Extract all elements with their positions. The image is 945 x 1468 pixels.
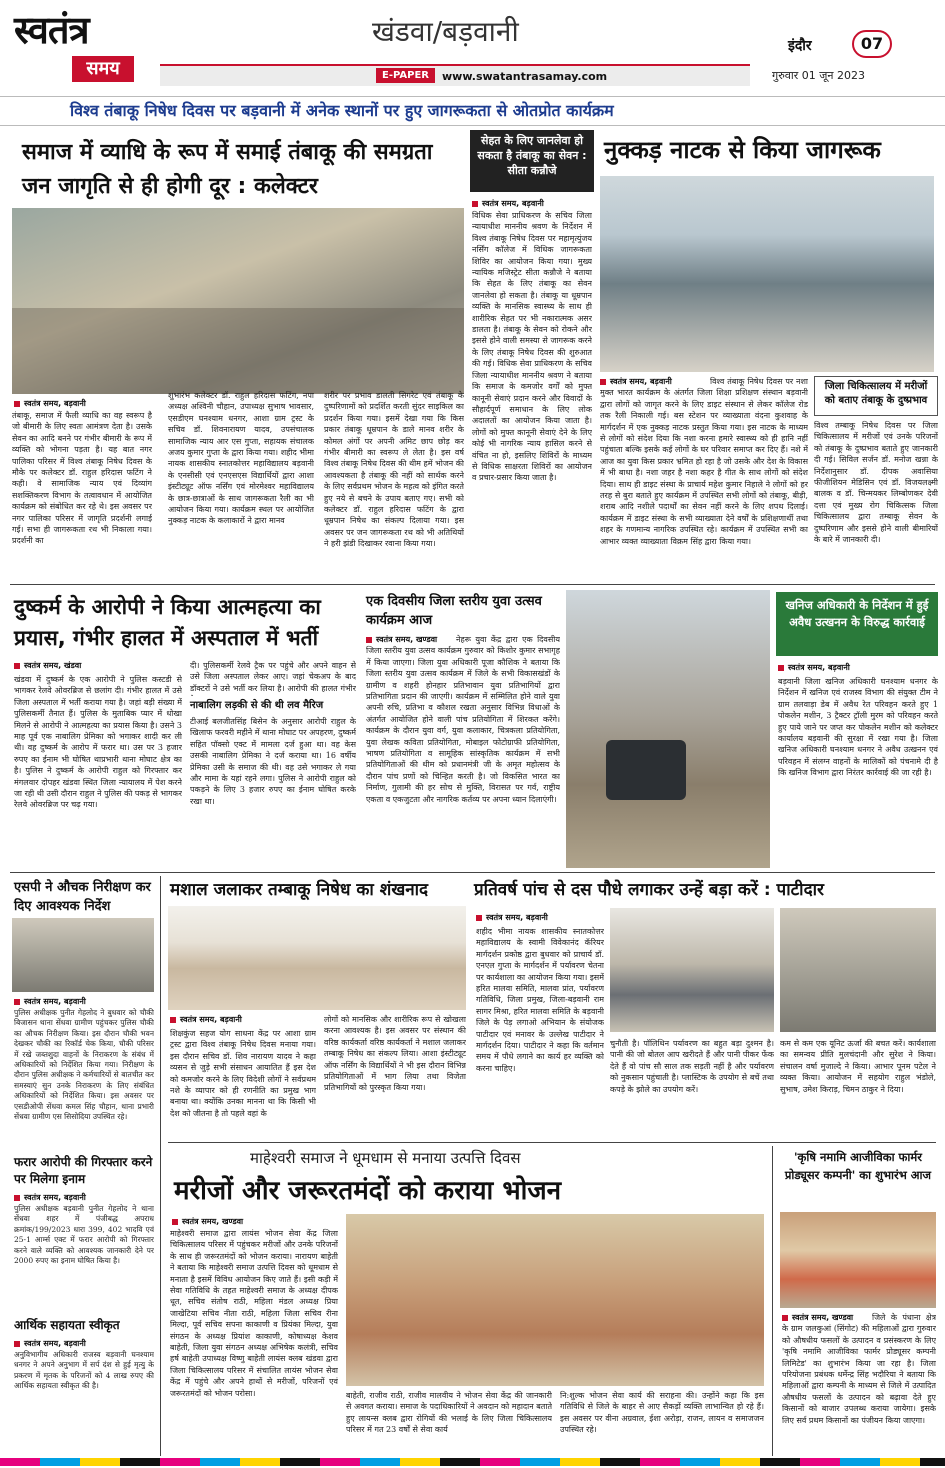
story7-headline: खनिज अधिकारी के निर्देशन में हुई अवैध उत्खनन के विरुद्ध कार्रवाई — [785, 598, 929, 629]
story5-byline-text: स्वतंत्र समय, खंडवा — [24, 661, 82, 670]
story10-headline: आर्थिक सहायता स्वीकृत — [14, 1318, 120, 1332]
story8-byline — [14, 996, 86, 1007]
story2-byline — [472, 198, 544, 209]
story5-col1: खंडवा में दुष्कर्म के एक आरोपी ने पुलिस कस्टडी से भागकर रेलवे ओवरब्रिज से छलांग दी। गंभीर हालत में उसे जिला अस्पताल में भर्ती कराया गया है। जहां बड़ी संख्या में पुलिसकर्मी तैनात हैं। पुलिस के मुताबिक प्यार में धोखा मिलने से आरोपी ने आत्महत्या का प्रयास किया है। उसने 3 माह पूर्व एक नाबालिग प्रेमिका को भगाकर शादी कर ली थी। वह दुष्कर्म के आरोप में फरार था। उस पर 3 हजार रुपए का ईनाम भी घोषित थाप्रभारी थाना मोघाट क्षेत्र का है। पुलिस ने दुष्कर्म के आरोपी राहुल को गिरफ्तार कर मंगलवार दोपहर खंडवा स्थित जिला न्यायालय में पेश करने जा रही थी उसी दौरान राहुल ने पुलिस की पकड़ से भागकर रेलवे ओवरब्रिज पर चढ़ गया। — [14, 675, 182, 810]
story11-byline-text: स्वतंत्र समय, बड़वानी — [180, 1015, 242, 1024]
epaper-strip — [160, 64, 750, 86]
masthead — [0, 0, 945, 92]
story13-col3: नि:शुल्क भोजन सेवा कार्य की सराहना की। उन्होंने कहा कि इस गतिविधि से जिले के बाहर से आए सैकड़ों व्यक्ति लाभान्वित हो रहे हैं। इस अवसर पर वीना अग्रवाल, ईशा अरोड़ा, राजन, लायन व समाजजन उपस्थित रहे। — [560, 1391, 764, 1435]
story3-body: विश्व तंबाकू निषेध दिवस पर नशा मुक्त भारत कार्यक्रम के अंतर्गत जिला शिक्षा प्रशिक्षण संस्थान बड़वानी द्वारा लोगों को जागृत करने के लिए डाइट संस्थान से लेकर कॉलेज रोड तक रैली निकाली गई। बस स्टेशन पर व्याख्याता वंदना कुशवाह के मार्गदर्शन में एक नुक्कड़ नाटक प्रस्तुत किया गया। इस नाटक के माध्यम से लोगों को संदेश दिया कि नशा करना हमारे स्वास्थ्य को ही हानि नहीं पहुंचाता बल्कि इसके कई लोगों के घर परिवार समाप्त कर दिए हैं। नशे में आज का युवा किस प्रकार भ्रमित हो रहा है जो उसके और देश के विकास में भी बाधा है। नशा जहर है नशा कहर है गीत के साथ लोगों को संदेश दिया। साथ ही डाइट संस्था के प्राचार्य महेश कुमार निहाले ने लोगों को हर तरह से बुरा बताते हुए कार्यक्रम में उपस्थित सभी लोगों को तंबाकू, बीड़ी, शराब आदि नशीले पदार्थों का सेवन नहीं करने के लिए शपथ दिलाई। कार्यक्रम में डाइट संस्था के सभी व्याख्याता देने वर्षों के प्रशिक्षणार्थी तथा शहर के गणमान्य नागरिक उपस्थित रहे। कार्यक्रम में उपस्थित सभी का आभार व्यक्त व्याख्याता विक्रम सिंह द्वारा किया गया। — [600, 377, 808, 546]
story1-byline-text: स्वतंत्र समय, बड़वानी — [24, 399, 86, 408]
story13-byline-text: स्वतंत्र समय, खण्डवा — [182, 1217, 244, 1226]
story8-headline: एसपी ने औचक निरीक्षण कर दिए आवश्यक निर्देश — [14, 880, 151, 914]
story11-byline — [170, 1014, 242, 1025]
vdivider-left — [160, 876, 161, 1456]
byline-marker — [14, 1341, 20, 1347]
byline-marker — [172, 1219, 178, 1225]
story11-photo — [168, 906, 466, 1010]
epaper-label: E-PAPER — [376, 68, 435, 83]
story7-byline — [778, 662, 850, 673]
story1-col2: शुभारंभ कलेक्टर डॉ. राहुल हरिदास फटिंग, नपा अध्यक्ष अश्विनी चौहान, उपाध्यक्ष सुभाष भावसार, एसडीएम घनश्याम धनगर, आशा ग्राम ट्रस्ट के सचिव डॉ. शिवनारायण यादव, उपसंचालक सामाजिक न्याय आर एस गुप्ता, सहायक संचालक अजय कुमार गुप्ता के द्वारा किया गया। शहीद भीमा नायक शासकीय स्नातकोत्तर महाविद्यालय बड़वानी के एनसीसी एवं एनएसएस विद्यार्थियों द्वारा आशा इंस्टीट्यूट ऑफ नर्सिंग एवं मोरमेश्वर महाविद्यालय के छात्र-छात्राओं के साथ जागरूकता रैली का भी आयोजन किया गया। कार्यक्रम स्थल पर आयोजित नुक्कड़ नाटक के कलाकारों ने द्वारा मानव — [168, 391, 314, 526]
story6-headline: एक दिवसीय जिला स्तरीय युवा उत्सव कार्यक्रम आज — [366, 594, 542, 628]
story10-byline — [14, 1338, 86, 1349]
story8-photo — [12, 918, 154, 992]
story12-body: शहीद भीमा नायक शासकीय स्नातकोत्तर महाविद्यालय के स्वामी विवेकानंद कॅरियर मार्गदर्शन प्रकोष्ठ द्वारा बुधवार को प्राचार्य डॉ. एनएल गुप्ता के मार्गदर्शन में पर्यावरण चेतना पर कार्यशाला का आयोजन किया गया। इसमें हरित मालवा समिति, मालवा प्रांत, पर्यावरण गतिविधि, जिला प्रमुख, जिला-बड़वानी राम सागर मिश्रा, हरित मालवा समिति के बड़वानी जिले के पेड़ लगाओ अभियान के संयोजक पाटीदार एवं मनावर के उल्लेख पाटीदार ने मार्गदर्शन दिया। पाटीदार ने कहा कि वर्तमान समय में पौधे लगाने का कार्य हर व्यक्ति को करना चाहिए। — [476, 927, 604, 1073]
byline-marker — [14, 1195, 20, 1201]
story3-byline-text: स्वतंत्र समय, बड़वानी — [610, 377, 672, 386]
byline-marker — [14, 999, 20, 1005]
story3-headline: नुक्कड़ नाटक से किया जागरूक — [604, 136, 881, 164]
story12-photo-2 — [780, 908, 936, 1032]
story13-photo — [346, 1214, 764, 1386]
story5-byline — [14, 660, 81, 671]
story2-byline-text: स्वतंत्र समय, बड़वानी — [482, 199, 544, 208]
story7-head-box — [776, 592, 938, 656]
divider-2 — [10, 872, 935, 873]
story11-headline: मशाल जलाकर तम्बाकू निषेध का शंखनाद — [170, 880, 429, 900]
story9-byline-text: स्वतंत्र समय, बड़वानी — [24, 1193, 86, 1202]
story1-col1: तंबाकू, समाज में फैली व्याधि का वह स्वरूप है जो बीमारी के लिए स्वतः आमंत्रण देता है। उसके सेवन का आदि बनने पर गंभीर बीमारी के रूप में व्यक्ति को भोगना पड़ता है। यह बात नगर पालिका परिसर में विश्व तंबाकू निषेध दिवस के मौके पर कलेक्टर डॉ. राहुल हरिदास फटिंग ने कही। वे सामाजिक न्याय एवं दिव्यांग सशक्तिकरण विभाग के तत्वावधान में आयोजित कार्यक्रम को संबोधित कर रहे थे। इस अवसर पर नगर पालिका परिसर में जागृति प्रदर्शनी लगाई गई। सभा ही जागरूकता रथ भी निकाला गया। प्रदर्शनी का — [12, 411, 152, 546]
story13-byline — [172, 1216, 243, 1227]
story1-col3: शरीर पर प्रभाव डालती सिगरेट एवं तंबाकू के दुष्परिणामों को प्रदर्शित करती सुंदर साइकिल का प्रदर्शन किया गया। इसमें देखा गया कि किस प्रकार तंबाकू धूम्रपान के डाले मानव शरीर के कोमल अंगों पर अपनी अमिट छाप छोड़ कर गंभीर बीमारी का स्वरूप ले लेता है। इस वर्ष विश्व तंबाकू निषेध दिवस की थीम हमें भोजन की आवश्यकता है तंबाकू की नहीं को सार्थक करने के लिए सर्वप्रथम भोजन के महत्व को इंगित करते हुए नये से बचने के उपाय बताए गए। सभी को कलेक्टर डॉ. राहुल हरिदास फटिंग के द्वारा धूम्रपान निषेध का संकल्प दिलाया गया। इस अवसर पर जन जागरूकता रथ को भी अतिथियों ने हरी झंडी दिखाकर रवाना किया गया। — [324, 391, 464, 549]
byline-marker — [778, 665, 784, 671]
story1-headline: समाज में व्याधि के रूप में समाई तंबाकू की समग्रता जन जागृति से ही होगी दूर : कलेक्टर — [22, 140, 433, 199]
story14-body: जिले के पंधाना क्षेत्र के ग्राम जलकुआं (सिंगोट) की महिलाओं द्वारा गुरुवार को औषधीय फसलों के उत्पादन व प्रसंस्करण के लिए 'कृषि नमामि आजीविका फार्मर प्रोड्यूसर कम्पनी लिमिटेड' का शुभारंभ किया जा रहा है। जिला परियोजना प्रबंधक धर्मेन्द्र सिंह भदौरिया ने बताया कि महिलाओं द्वारा कम्पनी के माध्यम से जिले में उत्पादित औषधीय फसलों के उत्पादन को बढ़ावा देते हुए किसानों को बाजार उपलब्ध कराया जायेगा। इसके लिए सर्व प्रथम किसानों का पंजीयन किया जाएगा। — [782, 1313, 936, 1425]
story14-headline: 'कृषि नमामि आजीविका फार्मर प्रोड्यूसर कम्पनी' का शुभारंभ आज — [784, 1150, 932, 1182]
story9-body: पुलिस अधीक्षक बड़वानी पुनीत गेहलोद ने थाना सेंधवा शहर में पंजीबद्ध अपराध क्रमांक/199/2023 धारा 399, 402 भादवि एवं 25-1 आर्म्स एक्ट में फरार आरोपी को गिरफ्तार करने वाले व्यक्ति को आवश्यक जानकारी देने पर 2000 रुपए का इनाम घोषित किया है। — [14, 1204, 154, 1266]
story5-col2: दी। पुलिसकर्मी रेलवे ट्रैक पर पहुंचे और अपने वाहन से उसे जिला अस्पताल लेकर आए। जहां चेकअप के बाद डॉक्टरों ने उसे भर्ती कर लिया है। आरोपी की हालत गंभीर — [190, 661, 356, 693]
section-title: खंडवा/बड़वानी — [372, 15, 519, 48]
logo-top: स्वतंत्र — [14, 8, 89, 52]
story6-byline-text: स्वतंत्र समय, खण्डवा — [376, 635, 438, 644]
byline-marker — [472, 201, 478, 207]
story9-byline — [14, 1192, 86, 1203]
byline-marker — [170, 1017, 176, 1023]
story13-headline: मरीजों और जरूरतमंदों को कराया भोजन — [174, 1176, 562, 1206]
story11-col2: लोगों को मानसिक और शारीरिक रूप से खोखला करना आवश्यक है। इस अवसर पर संस्थान की वरिष्ठ कार्यकर्ता वरिष्ठ कार्यकर्ता ने मशाल जलाकर तम्बाकू निषेध का संकल्प लिया। आशा इंस्टीट्यूट ऑफ नर्सिंग के विद्यार्थियों ने भी इस दौरान विभिन्न प्रतियोगिताओं में भाग लिया तथा विजेता प्रतिभागियों को पुरस्कृत किया गया। — [324, 1015, 466, 1093]
website-link[interactable]: www.swatantrasamay.com — [442, 70, 608, 83]
story14-byline-text: स्वतंत्र समय, खण्डवा — [792, 1313, 854, 1322]
byline-marker — [14, 401, 20, 407]
story5-headline: दुष्कर्म के आरोपी ने किया आत्महत्या का प्रयास, गंभीर हालत में अस्पताल में भर्ती — [14, 595, 321, 650]
story7-photo — [566, 590, 770, 868]
story8-byline-text: स्वतंत्र समय, बड़वानी — [24, 997, 86, 1006]
byline-marker — [14, 663, 20, 669]
story4-head-box — [814, 376, 938, 416]
story5-col2b: टीआई बलजीतसिंह बिसेन के अनुसार आरोपी राहुल के खिलाफ फरवरी महीने में थाना मोघाट पर अपहरण, दुष्कर्म सहित पॉक्सो एक्ट में मामला दर्ज हुआ था। वह केस उसकी नाबालिग प्रेमिका ने दर्ज कराया था। 16 वर्षीय प्रेमिका उसी के समाज की थी। वह उसे भगाकर ले गया और मामा के यहां रहने लगा। पुलिस ने आरोपी राहुल को पकड़ने के लिए 3 हजार रुपए का ईनाम घोषित करके रखा था। — [190, 717, 356, 806]
story12-col3: कम से कम एक यूनिट ऊर्जा की बचत करें। कार्यशाला का समन्वय प्रीति मुलचंदानी और सुरेश ने किया। संचालन वर्षा मुजाल्दे ने किया। आभार पूनम पटेल ने व्यक्त किया। आयोजन में सहयोग राहुल भंडोले, सुभाष, उमेश किराड़, चिमन ठाकुर ने दिया। — [780, 1039, 936, 1094]
tractor-shape — [606, 740, 686, 800]
story13-col1: माहेश्वरी समाज द्वारा लायंस भोजन सेवा केंद्र जिला चिकित्सालय परिसर में पहुंचकर मरीजों और उनके परिजनों के साथ ही जरूरतमंदों को भोजन कराया। नारायण बाहेती ने बताया कि माहेश्वरी समाज उत्पत्ति दिवस को धूमधाम से मनाता है इसमें विविध आयोजन किए जाते हैं। इसी कड़ी में सेवा गतिविधि के तहत माहेश्वरी समाज के अध्यक्ष दीपक धूत, सचिव संतोष राठी, महिला मंडल अध्यक्ष प्रिया जाखेटिया सचिव नीता राठी, महिला जिला सचिव रीना मिल्दा, पूर्व सचिव सपना काकाणी व प्रियंका मिल्दा, युवा संगठन के अध्यक्ष प्रियांश काकाणी, कोषाध्यक्ष केशव बाहेती, जिला युवा संगठन अध्यक्ष अभिषेक कलंत्री, सचिव हर्ष बाहेती उपाध्यक्ष विष्णु बाहेती लायंस क्लब खंडवा द्वारा जिला चिकित्सालय परिसर में संचालित लायंस भोजन सेवा केंद्र में पहुंचे और अपने हाथों से मरीजों, परिजनों एवं जरूरतमंदों को भोजन परोसा। — [170, 1229, 338, 1398]
divider-1 — [10, 584, 935, 585]
story1-photo — [12, 208, 464, 394]
story12-headline: प्रतिवर्ष पांच से दस पौधे लगाकर उन्हें बड़ा करें : पाटीदार — [474, 880, 824, 900]
page-number: 07 — [852, 30, 892, 58]
story4-body: विश्व तम्बाकू निषेध दिवस पर जिला चिकित्सालय में मरीजों एवं उनके परिजनों को तंबाकू के दुष्प्रभाव बताते हुए जानकारी दी गई। सिविल सर्जन डॉ. मनोज खन्ना के निर्देशानुसार डॉ. दीपक अवासिया फीजीशियन मेडिसिन एवं डॉ. विजयलक्ष्मी बालक व डॉ. चिन्मयकर लिम्बोणकर देवी दत्ता एवं मुख्य रोग चिकित्सक जिला चिकित्सालय द्वारा तम्बाकू सेवन के दुष्परिणाम और इससे होने वाली बीमारियों के बारे में जानकारी दी। — [814, 421, 938, 545]
story12-byline-text: स्वतंत्र समय, बड़वानी — [486, 913, 548, 922]
photo-crowd-shade — [12, 308, 464, 394]
story2-head-box — [470, 130, 594, 192]
story11-col1: शिक्षकुंज सहज योग साधना केंद्र पर आशा ग्राम ट्रस्ट द्वारा विश्व तंबाकू निषेध दिवस मनाया गया। इस दौरान सचिव डॉ. शिव नारायण यादव ने कहा व्यसन से जुड़े सभी संसाधन आयातित हैं इस देश को कमजोर करने के लिए विदेशी लोगों ने सर्वप्रथम नशे के व्यापार को ही रणनीति का प्रमुख भाग बनाया था। क्योंकि उनका मानना था कि किसी भी देश को जीतना है तो पहले वहां के — [170, 1029, 316, 1118]
story14-photo — [780, 1212, 936, 1308]
byline-marker — [476, 915, 482, 921]
logo — [14, 8, 154, 84]
story7-body: बड़वानी जिला खनिज अधिकारी घनश्याम धनगर के निर्देशन में खनिज एवं राजस्व विभाग की संयुक्त टीम ने ग्राम तलवाड़ा डेब में अवैध रेत परिवहन करते हुए 1 पोकलेन मशीन, 3 ट्रैक्टर ट्रॉली मुरम को परिवहन करते हुए पाये जाने पर जप्त कर पोकलेन मशीन को कलेक्टर कार्यालय बड़वानी की सुरक्षा में रखा गया है। जिला खनिज अधिकारी घनश्याम धनगर ने अवैध उत्खनन एवं परिवहन में संलग्न वाहनों के मालिकों को पंचनामे दी है कि खनिज विभाग द्वारा निरंतर कार्रवाई की जा रही है। — [778, 677, 938, 778]
story7-byline-text: स्वतंत्र समय, बड़वानी — [788, 663, 850, 672]
story12-photo-1 — [610, 908, 774, 1032]
story12-col2: चुनौती है। पॉलिथिन पर्यावरण का बहुत बड़ा दुश्मन है। पानी की जो बोतल आप खरीदते हैं और पानी पीकर फेंक देते हैं वो पांच सौ साल तक सड़ती नहीं है और पर्यावरण को नुकसान पहुंचाती है। प्लास्टिक के उपयोग से बचें तथा कपड़े के झोले का उपयोग करें। — [610, 1039, 774, 1094]
story3-photo — [600, 176, 934, 372]
story2-body: विधिक सेवा प्राधिकरण के सचिव जिला न्यायाधीश माननीय श्रवण के निर्देशन में विश्व तंबाकू निषेध दिवस पर महामृत्युंजय नर्सिंग कॉलेज में विधिक जागरूकता शिविर का आयोजन किया गया। मुख्य न्यायिक मजिस्ट्रेट सीता कन्नौजे ने बताया कि सेहत के लिए तंबाकू का सेवन जानलेवा हो सकता है। तंबाकू या धूम्रपान व्यक्ति के मानसिक स्वास्थ्य के साथ ही शारीरिक सेहत पर भी नकारात्मक असर डालता है। तंबाकू के सेवन को रोकने और इससे होने वाली समस्या से जागरूक करने के लिए तंबाकू निषेध दिवस की शुरुआत की गई। विधिक सेवा प्राधिकरण के सचिव जिला न्यायाधीश माननीय श्रवण ने बताया कि समाज के कमजोर वर्गों को मुफ्त कानूनी सेवाएं प्रदान करने और विवादों के सौहार्दपूर्ण समाधान के लिए लोक अदालतों का आयोजन किया जाता है। लोगों को मुफ्त कानूनी सेवाएं देने के लिए कोई भी नागरिक न्याय हासिल करने से वंचित ना हो, इसलिए शिविरों के माध्यम से विधिक साक्षरता शिविरों का आयोजन व प्रचार-प्रसार किया जाता है। — [472, 211, 592, 483]
story5-subhead: नाबालिग लड़की से की थी लव मैरिज — [190, 700, 324, 711]
divider-3 — [168, 1142, 936, 1143]
story8-body: पुलिस अधीक्षक पुनीत गेहलोद ने बुधवार को चौकी बिजासन थाना सेंधवा ग्रामीण पहुंचकर पुलिस चौकी का औचक निरीक्षण किया। इस दौरान चौकी भवन देखकर चौकी का रिकॉर्ड चेक किया, चौकी परिसर में रखे जब्तशुदा वाहनों के निराकरण के संबंध में अधिकारियों को निर्देशित किया गया। निरीक्षण के दौरान पुलिस अधीक्षक ने कर्मचारियों से बातचीत कर समस्याएं सुन उनके निराकरण के लिए संबंधित अधिकारियों को निर्देशित किया। इस अवसर पर एसडीओपी सेंधवा कमल सिंह चौहान, थाना प्रभारी सेंधवा ग्रामीण एस सिसोदिया उपस्थित रहे। — [14, 1008, 154, 1122]
story10-body: अनुविभागीय अधिकारी राजस्व बड़वानी घनश्याम धनगर ने अपने अनुभाग में सर्प दंश से हुई मृत्यु के प्रकरण में मृतक के परिजनों को 4 लाख रुपए की आर्थिक सहायता स्वीकृत की है। — [14, 1350, 154, 1391]
story4-headline: जिला चिकित्सालय में मरीजों को बताए तंबाकू के दुष्प्रभाव — [824, 381, 928, 406]
story12-byline — [476, 912, 548, 923]
vdivider-right — [772, 1146, 773, 1456]
logo-bottom: समय — [72, 56, 134, 82]
date-line: गुरुवार 01 जून 2023 — [772, 69, 865, 82]
story13-kicker: माहेश्वरी समाज ने धूमधाम से मनाया उत्पत्ति दिवस — [250, 1149, 521, 1167]
story6-body: नेहरू युवा केंद्र द्वारा एक दिवसीय जिला स्तरीय युवा उत्सव कार्यक्रम गुरुवार को किशोर कुमार सभागृह में किया जाएगा। जिला युवा अधिकारी पूजा कौशिक ने बताया कि जिला स्तरीय युवा उत्सव कार्यक्रम में जिले के सभी विकासखंडों के ग्रामीण व शहरी होनहार प्रतिभावान युवा प्रतिभागियों द्वारा प्रतिभागिता प्रदान की जाएगी। कार्यक्रम में सम्मिलित होने वाले युवा अपनी रुचि, प्रतिभा व कौशल रखता अनुसार विभिन्न विधाओं के अंतर्गत आयोजित होने वाली पांच प्रतियोगिता में शिरकत करेंगे। कार्यक्रम के दौरान युवा वर्ग, युवा कलाकार, चित्रकला प्रतियोगिता, युवा लेखक कविता प्रतियोगिता, मोबाइल फोटोग्राफी प्रतियोगिता, भाषण प्रतियोगिता व सामूहिक सांस्कृतिक कार्यक्रम में सभी प्रतियोगिताओं की थीम को प्रधानमंत्री जी के अमृत महोत्सव के दौरान पांच प्रणों को चिन्हित करती है। जो विकसित भारत का निर्माण, गुलामी की हर सोच से मुक्ति, विरासत पर गर्व, राष्ट्रीय एकता व एकजुटता और नागरिक कर्तव्य पर अपना ध्यान दिलाएंगी। — [366, 635, 560, 804]
story10-byline-text: स्वतंत्र समय, बड़वानी — [24, 1339, 86, 1348]
top-banner — [0, 96, 945, 126]
story9-headline: फरार आरोपी की गिरफ्तार करने पर मिलेगा इनाम — [14, 1155, 153, 1186]
color-strip — [0, 1458, 945, 1466]
story13-col2: बाहेती, राजीव राठी, राजीव मालवीय ने भोजन सेवा केंद्र की जानकारी से अवगत कराया। समाज के पदाधिकारियों ने अवदान को महादान बताते हुए लायन्स क्लब द्वारा रोगियों की भलाई के लिए जिला चिकित्सालय परिसर में गत 23 वर्षों से सेवा कार्य — [346, 1391, 552, 1435]
banner-text: विश्व तंबाकू निषेध दिवस पर बड़वानी में अनेक स्थानों पर हुए जागरूकता से ओतप्रोत कार्यक्रम — [70, 101, 614, 120]
story2-headline: सेहत के लिए जानलेवा हो सकता है तंबाकू का सेवन : सीता कन्नौजे — [477, 134, 587, 177]
story1-byline — [14, 398, 86, 409]
city-label: इंदौर — [788, 38, 812, 54]
